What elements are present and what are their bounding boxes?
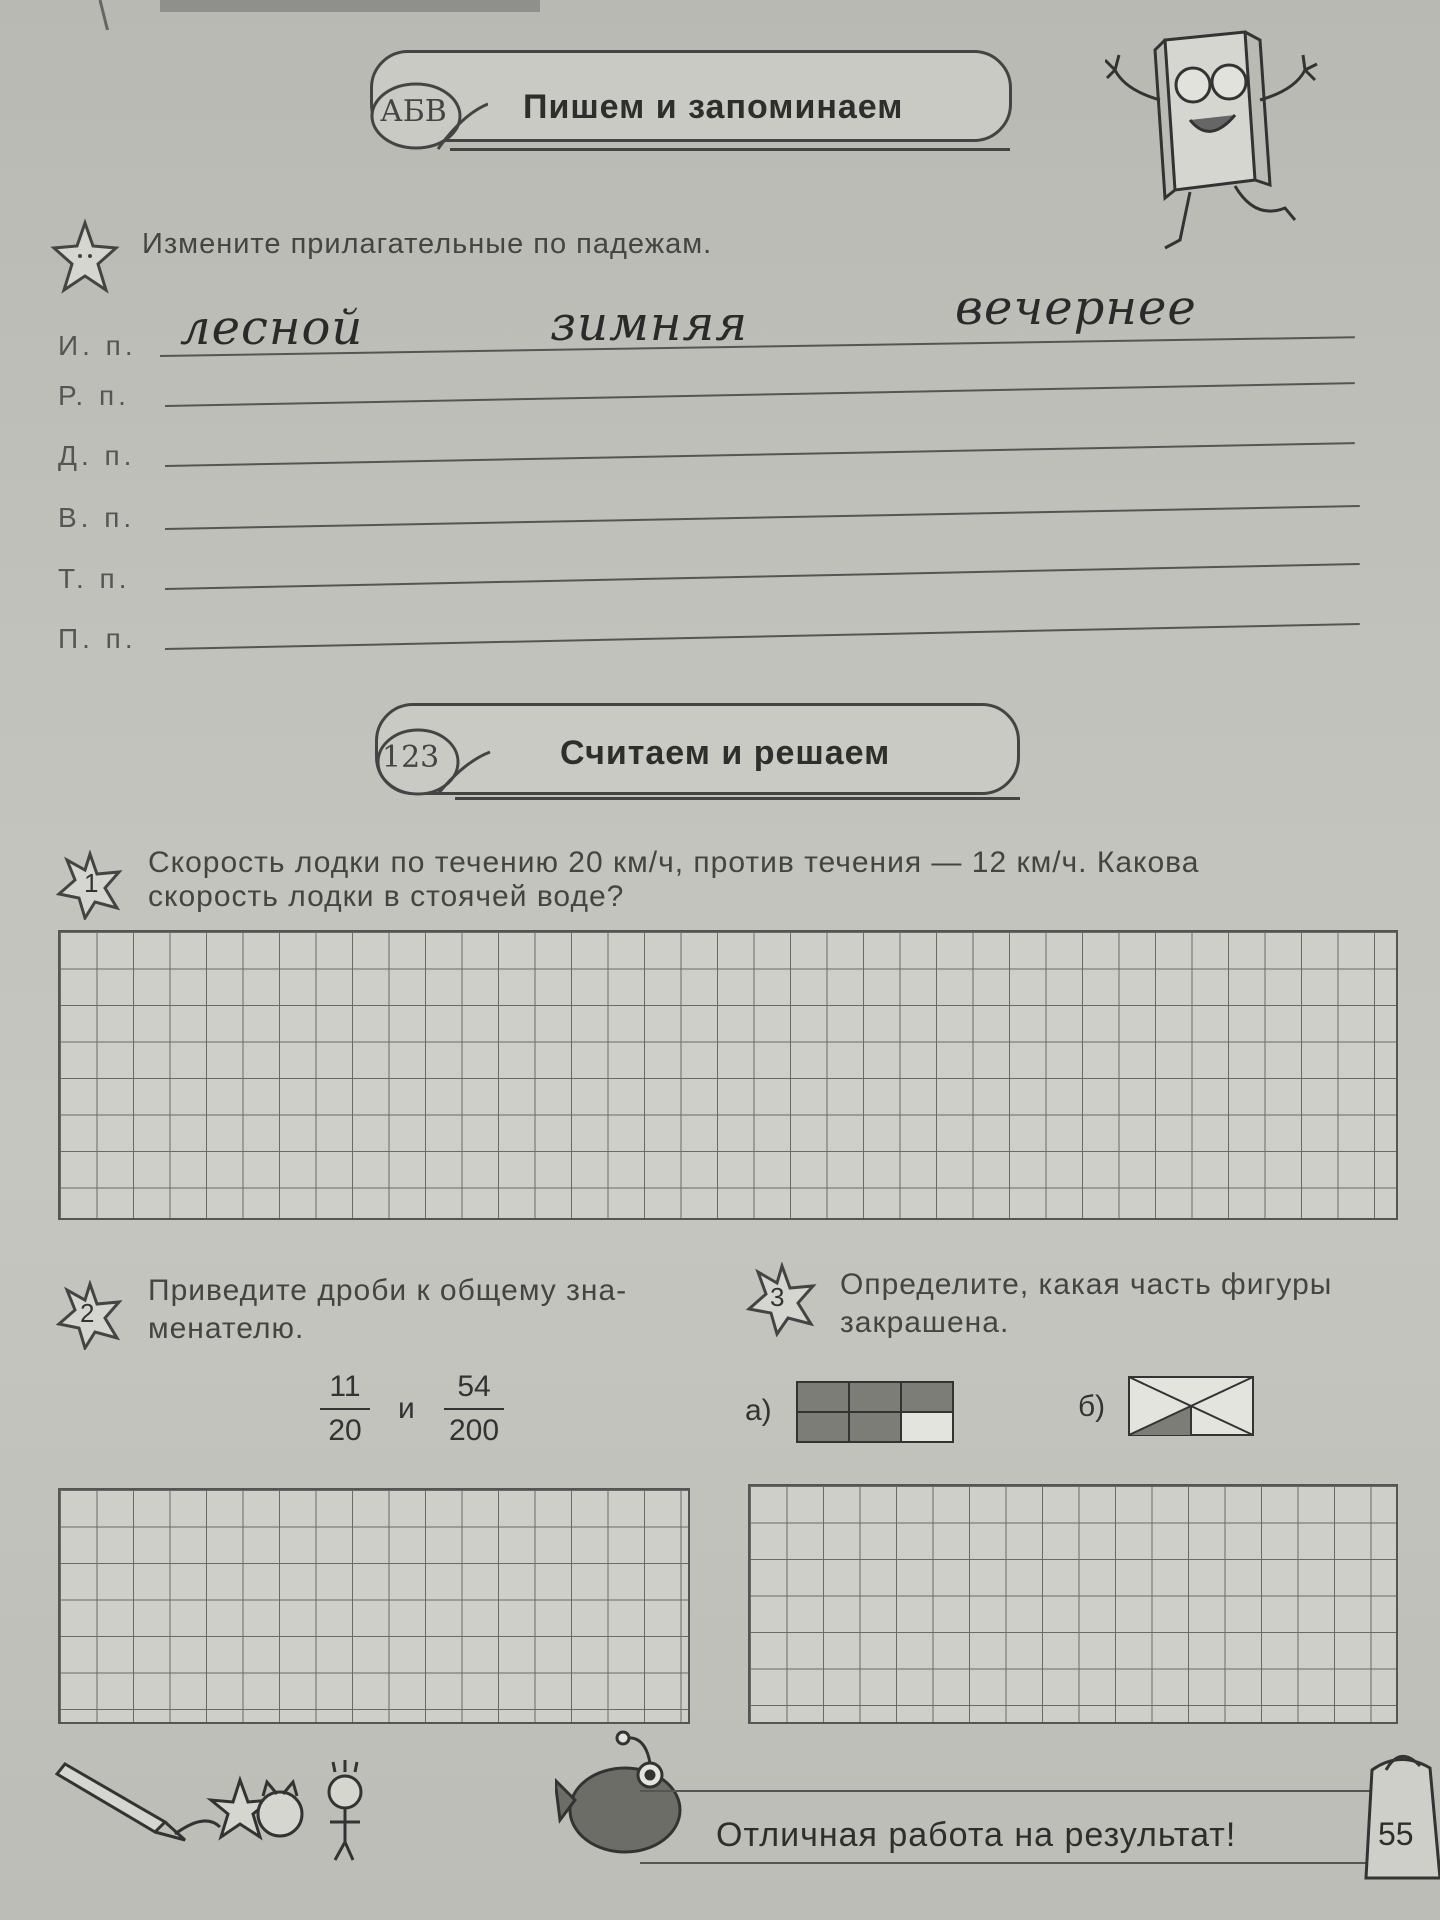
task-2-answer-grid[interactable] xyxy=(58,1488,690,1724)
footer-line-top xyxy=(640,1790,1400,1792)
fraction-1-numerator: 11 xyxy=(329,1370,361,1403)
backpack-icon xyxy=(1360,1740,1440,1880)
book-mascot-icon xyxy=(1105,20,1365,260)
fraction-1-bar xyxy=(320,1408,370,1410)
case-label-dative: Д. п. xyxy=(58,440,136,471)
task-1-answer-grid[interactable] xyxy=(58,930,1398,1220)
figure-a-rectangle xyxy=(795,1380,955,1446)
task-2-text-line2: менателю. xyxy=(148,1312,305,1345)
figure-b-label: б) xyxy=(1078,1390,1106,1423)
handwritten-word-3: вечернее xyxy=(955,280,1197,336)
answer-line-4 xyxy=(165,505,1360,530)
case-label-accusative: В. п. xyxy=(58,502,136,533)
fraction-2 xyxy=(444,1370,504,1448)
page-number: 55 xyxy=(1378,1816,1414,1852)
task-1-text-line2: скорость лодки в стоячей воде? xyxy=(148,880,625,913)
task-2-number: 2 xyxy=(80,1298,95,1328)
fraction-2-bar xyxy=(444,1408,504,1410)
footer-slogan: Отличная работа на результат! xyxy=(716,1816,1237,1854)
banner-underline-2 xyxy=(455,797,1020,800)
case-label-prepositional: П. п. xyxy=(58,623,137,654)
figure-b-rectangle xyxy=(1127,1375,1257,1439)
section-title-write: Пишем и запоминаем xyxy=(523,88,904,126)
task-3-text-line2: закрашена. xyxy=(840,1306,1010,1339)
answer-line-5 xyxy=(165,563,1360,590)
case-label-instrumental: Т. п. xyxy=(58,563,131,594)
fraction-conjunction: и xyxy=(398,1392,415,1425)
fraction-2-numerator: 54 xyxy=(457,1370,491,1403)
task-2-text-line1: Приведите дроби к общему зна- xyxy=(148,1274,628,1307)
task-3-text-line1: Определите, какая часть фигуры xyxy=(840,1268,1333,1301)
fraction-2-denominator: 200 xyxy=(448,1414,500,1447)
case-label-genitive: Р. п. xyxy=(58,380,130,411)
numbers-badge-label: 123 xyxy=(382,740,440,775)
footer-line-bottom xyxy=(640,1862,1400,1864)
handwritten-word-1: лесной xyxy=(180,300,364,356)
top-header-fragment xyxy=(40,0,1140,30)
abc-badge-label: АБВ xyxy=(380,94,447,129)
figure-a-label: а) xyxy=(745,1394,772,1427)
fraction-1 xyxy=(320,1370,370,1448)
answer-line-3 xyxy=(165,442,1355,467)
handwritten-word-2: зимняя xyxy=(550,296,749,352)
task-1-number: 1 xyxy=(84,868,99,898)
case-label-nominative: И. п. xyxy=(58,330,137,361)
task-3-number: 3 xyxy=(770,1282,785,1312)
answer-line-6 xyxy=(165,623,1360,650)
banner-underline xyxy=(450,148,1010,151)
section-title-count: Считаем и решаем xyxy=(560,734,891,772)
fraction-1-denominator: 20 xyxy=(328,1414,362,1447)
footer-doodles-icon xyxy=(55,1752,415,1862)
task-1-text-line1: Скорость лодки по течению 20 км/ч, против течения — 12 км/ч. Какова xyxy=(148,846,1200,879)
star-icon xyxy=(50,218,120,298)
instruction-cases: Измените прилагательные по падежам. xyxy=(142,228,713,260)
task-3-answer-grid[interactable] xyxy=(748,1484,1398,1724)
answer-line-2 xyxy=(165,382,1355,407)
